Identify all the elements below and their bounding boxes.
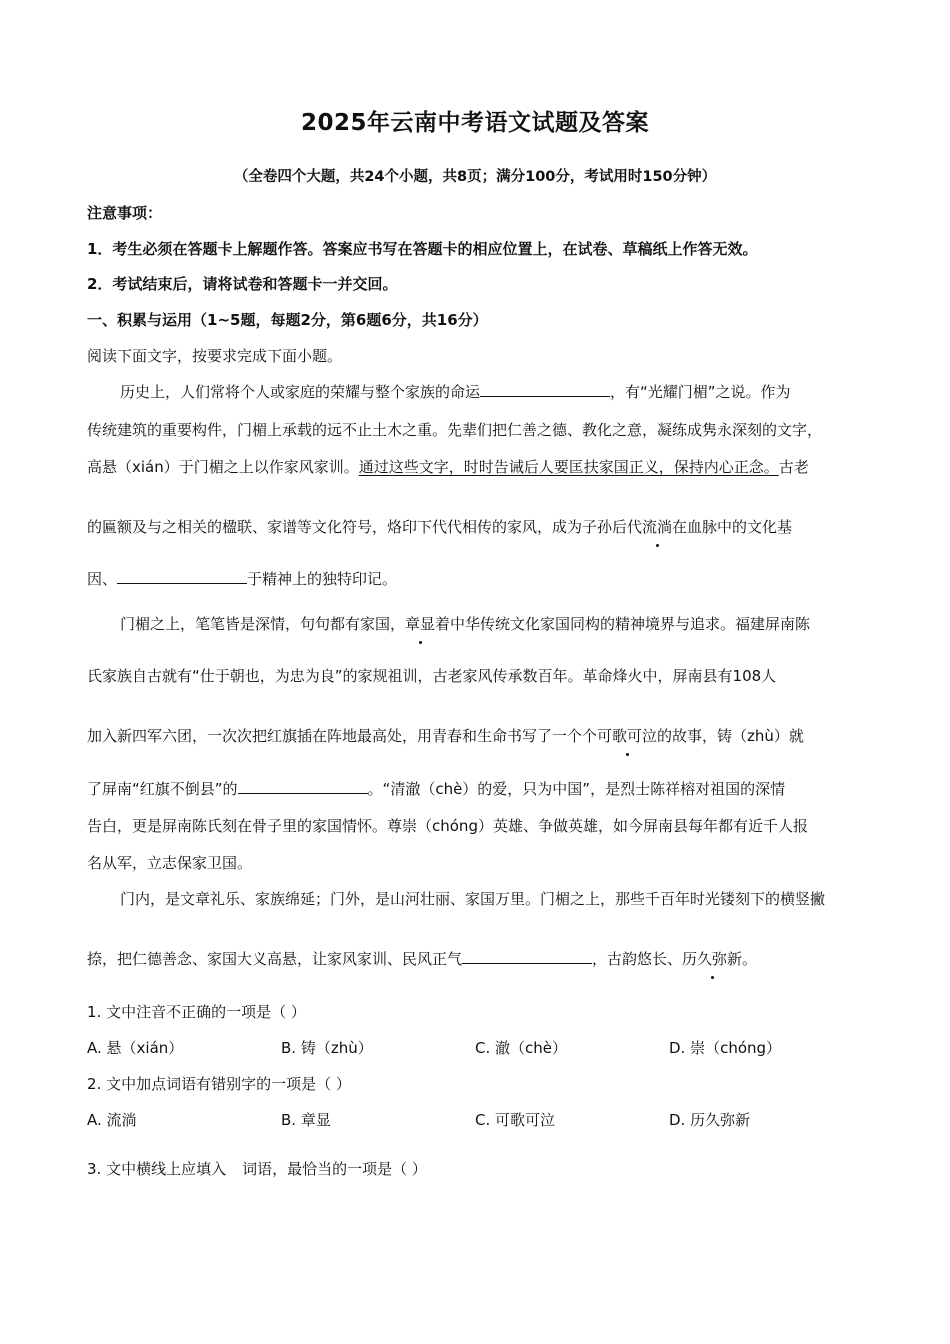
passage-text: 历史上，人们常将个人或家庭的荣耀与整个家族的命运 — [120, 383, 481, 401]
passage-line — [120, 381, 867, 403]
question-1-option-b[interactable]: B. 铸（zhù） — [281, 1039, 373, 1057]
underlined-sentence: 通过这些文字，时时告诫后人要匡扶家国正义，保持内心正念。 — [358, 458, 779, 476]
notice-heading: 注意事项： — [87, 204, 163, 222]
notice-item-1: 1．考生必须在答题卡上解题作答。答案应书写在答题卡的相应位置上，在试卷、草稿纸上作答无效。 — [87, 240, 758, 258]
section-instruction: 阅读下面文字，按要求完成下面小题。 — [87, 347, 343, 365]
passage-text: 于精神上的独特印记。 — [247, 570, 398, 588]
passage-line — [87, 725, 867, 747]
passage-line — [87, 568, 867, 590]
question-3-stem — [87, 1158, 867, 1180]
question-2-option-a[interactable]: A. 流淌 — [87, 1111, 137, 1129]
question-2-option-b[interactable]: B. 章显 — [281, 1111, 331, 1129]
fill-blank — [480, 381, 610, 397]
document-title: 2025年云南中考语文试题及答案 — [300, 110, 649, 136]
passage-text: 。 — [742, 950, 758, 968]
question-2-option-c[interactable]: C. 可歌可泣 — [475, 1111, 556, 1129]
passage-line — [87, 456, 867, 478]
passage-text: 了屏南“红旗不倒县”的 — [87, 780, 238, 798]
passage-line: 氏家族自古就有“仕于朝也，为忠为良”的家规祖训，古老家风传承数百年。革命烽火中，屏南县有108人 — [87, 667, 777, 685]
question-1-option-d[interactable]: D. 崇（chóng） — [669, 1039, 782, 1057]
passage-text: 着中华传统文化家国同构的精神境界与追求。福建屏南陈 — [435, 615, 811, 633]
passage-text: ，有“光耀门楣”之说。作为 — [610, 383, 791, 401]
notice-item-2: 2．考试结束后，请将试卷和答题卡一并交回。 — [87, 275, 398, 293]
passage-text: 的匾额及与之相关的楹联、家谱等文化符号，烙印下代代相传的家风，成为子孙后代 — [87, 518, 643, 536]
passage-line: 名从军，立志保家卫国。 — [87, 854, 253, 872]
passage-text: 高悬（xián）于门楣之上以作家风家训。 — [87, 458, 359, 476]
fill-blank — [238, 778, 368, 794]
section-heading: 一、积累与运用（1~5题，每题2分，第6题6分，共16分） — [87, 311, 488, 329]
passage-text: 捺，把仁德善念、家国大义高悬，让家风家训、民风正气 — [87, 950, 463, 968]
passage-line: 门内，是文章礼乐、家族绵延；门外，是山河壮丽、家国万里。门楣之上，那些千百年时光镂刻下的横竖撇 — [120, 890, 826, 908]
fill-blank — [117, 568, 247, 584]
passage-text: 古老 — [778, 458, 809, 476]
passage-line — [87, 778, 867, 800]
dotted-word: 历久弥新 — [682, 950, 743, 968]
question-2-stem: 2. 文中加点词语有错别字的一项是（ ） — [87, 1075, 351, 1093]
passage-line: 传统建筑的重要构件，门楣上承载的远不止土木之重。先辈们把仁善之德、教化之意，凝练成隽永深刻的文字， — [87, 421, 823, 439]
question-2-option-d[interactable]: D. 历久弥新 — [669, 1111, 751, 1129]
passage-text: 的故事，铸（zhù）就 — [657, 727, 804, 745]
question-text: 词语，最恰当的一项是（ ） — [242, 1160, 427, 1178]
dotted-word: 流淌 — [642, 518, 673, 536]
passage-line: 告白，更是屏南陈氏刻在骨子里的家国情怀。尊崇（chóng）英雄、争做英雄，如今屏南县每年都有近千人报 — [87, 817, 808, 835]
passage-line — [87, 948, 867, 970]
passage-text: 。“清澈（chè）的爱，只为中国”，是烈士陈祥榕对祖国的深情 — [367, 780, 786, 798]
passage-text: 因、 — [87, 570, 118, 588]
dotted-word: 可歌可泣 — [597, 727, 658, 745]
passage-text: ，古韵悠长、 — [592, 950, 683, 968]
document-subtitle: （全卷四个大题，共24个小题，共8页；满分100分，考试用时150分钟） — [233, 169, 717, 185]
passage-text: 在血脉中的文化基 — [672, 518, 793, 536]
fill-blank — [462, 948, 592, 964]
question-text: 3. 文中横线上应填入 — [87, 1160, 227, 1178]
question-1-option-c[interactable]: C. 澈（chè） — [475, 1039, 567, 1057]
passage-line — [87, 516, 867, 538]
question-1-option-a[interactable]: A. 悬（xián） — [87, 1039, 184, 1057]
passage-line — [120, 613, 867, 635]
passage-text: 加入新四军六团，一次次把红旗插在阵地最高处，用青春和生命书写了一个个 — [87, 727, 598, 745]
dotted-word: 章显 — [405, 615, 436, 633]
question-1-stem: 1. 文中注音不正确的一项是（ ） — [87, 1003, 306, 1021]
passage-text: 门楣之上，笔笔皆是深情，句句都有家国， — [120, 615, 406, 633]
